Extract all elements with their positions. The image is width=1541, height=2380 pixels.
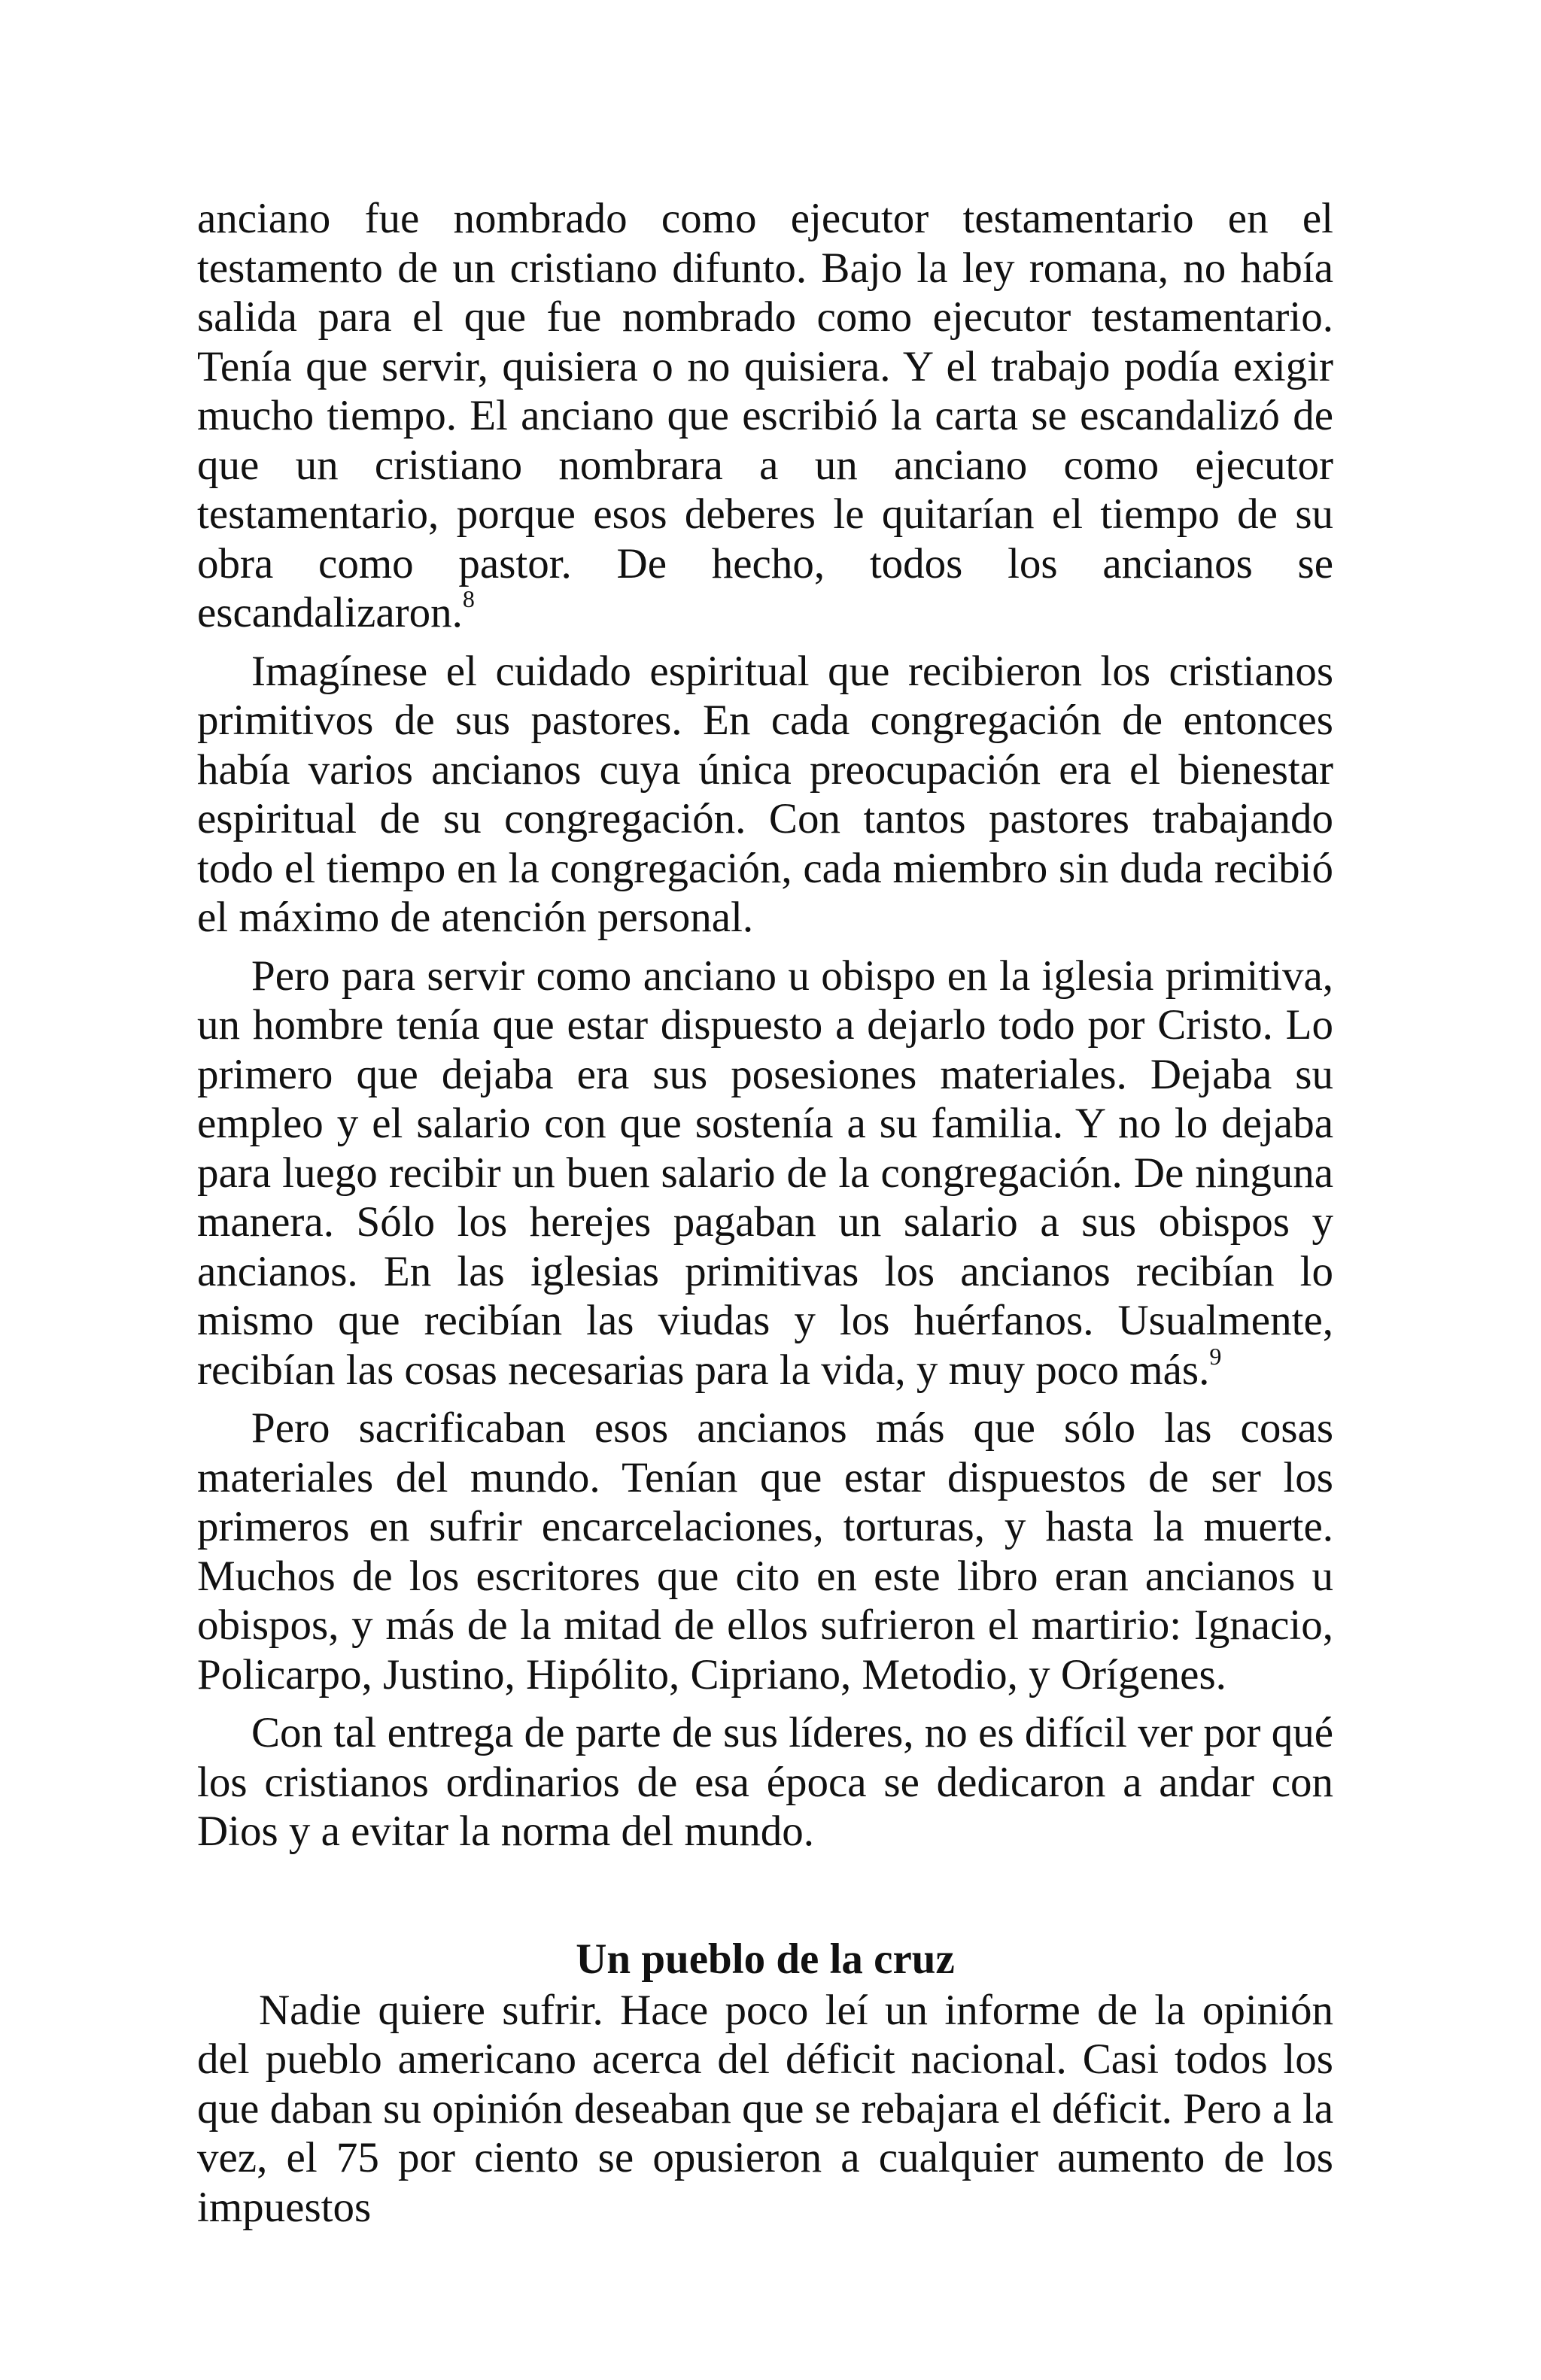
paragraph-4-text: Pero sacrificaban esos ancianos más que sólo las cosas materiales del mundo. Tenían que estar dispuestos de ser los primeros en sufrir encarcelaciones, torturas, y hasta la muerte. Muchos de los escritores que cito en este libro eran ancianos u obispos, y más de la mitad de ellos sufrieron el martirio: Ignacio, Policarpo, Justino, Hipólito, Cipriano, Metodio, y Orígenes.: [197, 1404, 1333, 1698]
footnote-marker-8: 8: [462, 585, 475, 612]
paragraph-3-text: Pero para servir como anciano u obispo en la iglesia primitiva, un hombre tenía que estar dispuesto a dejarlo todo por Cristo. Lo primero que dejaba era sus posesiones materiales. Dejaba su empleo y el salario con que sostenía a su familia. Y no lo dejaba para luego recibir un buen salario de la congregación. De ninguna manera. Sólo los herejes pagaban un salario a sus obispos y ancianos. En las iglesias primitivas los ancianos recibían lo mismo que recibían las viudas y los huérfanos. Usualmente, recibían las cosas necesarias para la vida, y muy poco más.: [197, 952, 1333, 1394]
paragraph-2-text: Imagínese el cuidado espiritual que recibieron los cristianos primitivos de sus pastores. En cada congregación de entonces había varios ancianos cuya única preocupación era el bienestar espiritual de su congregación. Con tantos pastores trabajando todo el tiempo en la congregación, cada miembro sin duda recibió el máximo de atención personal.: [197, 647, 1333, 941]
paragraph-5-text: Con tal entrega de parte de sus líderes, no es difícil ver por qué los cristianos ordinarios de esa época se dedicaron a andar con Dios y a evitar la norma del mundo.: [197, 1709, 1333, 1855]
section-heading: Un pueblo de la cruz: [576, 1935, 955, 1983]
section-paragraph: [197, 1986, 1333, 2233]
paragraph-2: [197, 647, 1333, 943]
page-body: [197, 194, 1333, 2232]
section-paragraph-text: Nadie quiere sufrir. Hace poco leí un informe de la opinión del pueblo americano acerca del déficit nacional. Casi todos los que daban su opinión deseaban que se rebajara el déficit. Pero a la vez, el 75 por ciento se opusieron a cualquier aumento de los impuestos: [197, 1986, 1333, 2231]
paragraph-5: [197, 1708, 1333, 1856]
paragraph-1-text: anciano fue nombrado como ejecutor testamentario en el testamento de un cristiano difunto. Bajo la ley romana, no había salida para el que fue nombrado como ejecutor testamentario. Tenía que servir, quisiera o no quisiera. Y el trabajo podía exigir mucho tiempo. El anciano que escribió la carta se escandalizó de que un cristiano nombrara a un anciano como ejecutor testamentario, porque esos deberes le quitarían el tiempo de su obra como pastor. De hecho, todos los ancianos se escandalizaron.: [197, 195, 1333, 636]
paragraph-4: [197, 1404, 1333, 1699]
paragraph-1: [197, 194, 1333, 638]
footnote-marker-9: 9: [1209, 1342, 1222, 1370]
paragraph-3: [197, 952, 1333, 1395]
